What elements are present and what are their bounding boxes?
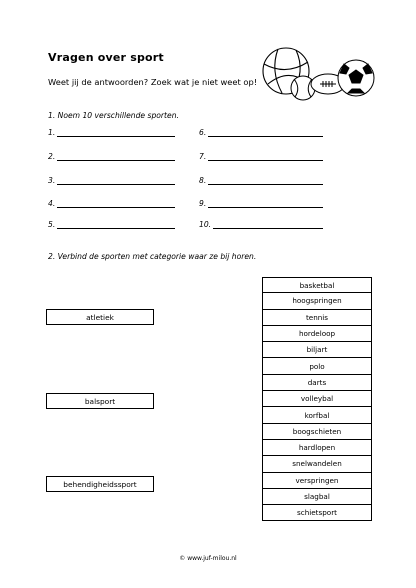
sport-cell[interactable]: polo — [262, 358, 372, 374]
sport-cell[interactable]: schietsport — [262, 505, 372, 521]
sport-cell[interactable]: hardlopen — [262, 440, 372, 456]
sport-cell[interactable]: korfbal — [262, 407, 372, 423]
sport-cell[interactable]: hordeloop — [262, 326, 372, 342]
sport-cell[interactable]: snelwandelen — [262, 456, 372, 472]
category-box-behendigheidssport[interactable]: behendigheidssport — [46, 476, 154, 492]
page-title: Vragen over sport — [48, 51, 164, 64]
sport-cell[interactable]: basketbal — [262, 277, 372, 293]
answer-line-3[interactable]: 3. — [48, 176, 175, 185]
sports-list — [262, 277, 372, 521]
answer-line-5[interactable]: 5. — [48, 220, 175, 229]
answer-line-4[interactable]: 4. — [48, 199, 175, 208]
question-1: 1. Noem 10 verschillende sporten. — [48, 111, 179, 120]
sport-cell[interactable]: hoogspringen — [262, 293, 372, 309]
question-2: 2. Verbind de sporten met categorie waar ze bij horen. — [48, 252, 257, 261]
sport-cell[interactable]: biljart — [262, 342, 372, 358]
sport-cell[interactable]: tennis — [262, 310, 372, 326]
category-box-balsport[interactable]: balsport — [46, 393, 154, 409]
sports-balls-icon — [256, 46, 376, 104]
answer-line-10[interactable]: 10. — [199, 220, 323, 229]
footer-copyright: © www.juf-milou.nl — [179, 555, 237, 562]
sport-cell[interactable]: darts — [262, 375, 372, 391]
sport-cell[interactable]: volleybal — [262, 391, 372, 407]
answer-line-1[interactable]: 1. — [48, 128, 175, 137]
intro-text: Weet jij de antwoorden? Zoek wat je niet weet op! — [48, 77, 258, 87]
sport-cell[interactable]: slagbal — [262, 489, 372, 505]
answer-line-9[interactable]: 9. — [199, 199, 323, 208]
sport-cell[interactable]: boogschieten — [262, 424, 372, 440]
sport-cell[interactable]: verspringen — [262, 473, 372, 489]
answer-line-7[interactable]: 7. — [199, 152, 323, 161]
answer-line-6[interactable]: 6. — [199, 128, 323, 137]
category-box-atletiek[interactable]: atletiek — [46, 309, 154, 325]
answer-line-8[interactable]: 8. — [199, 176, 323, 185]
answer-line-2[interactable]: 2. — [48, 152, 175, 161]
